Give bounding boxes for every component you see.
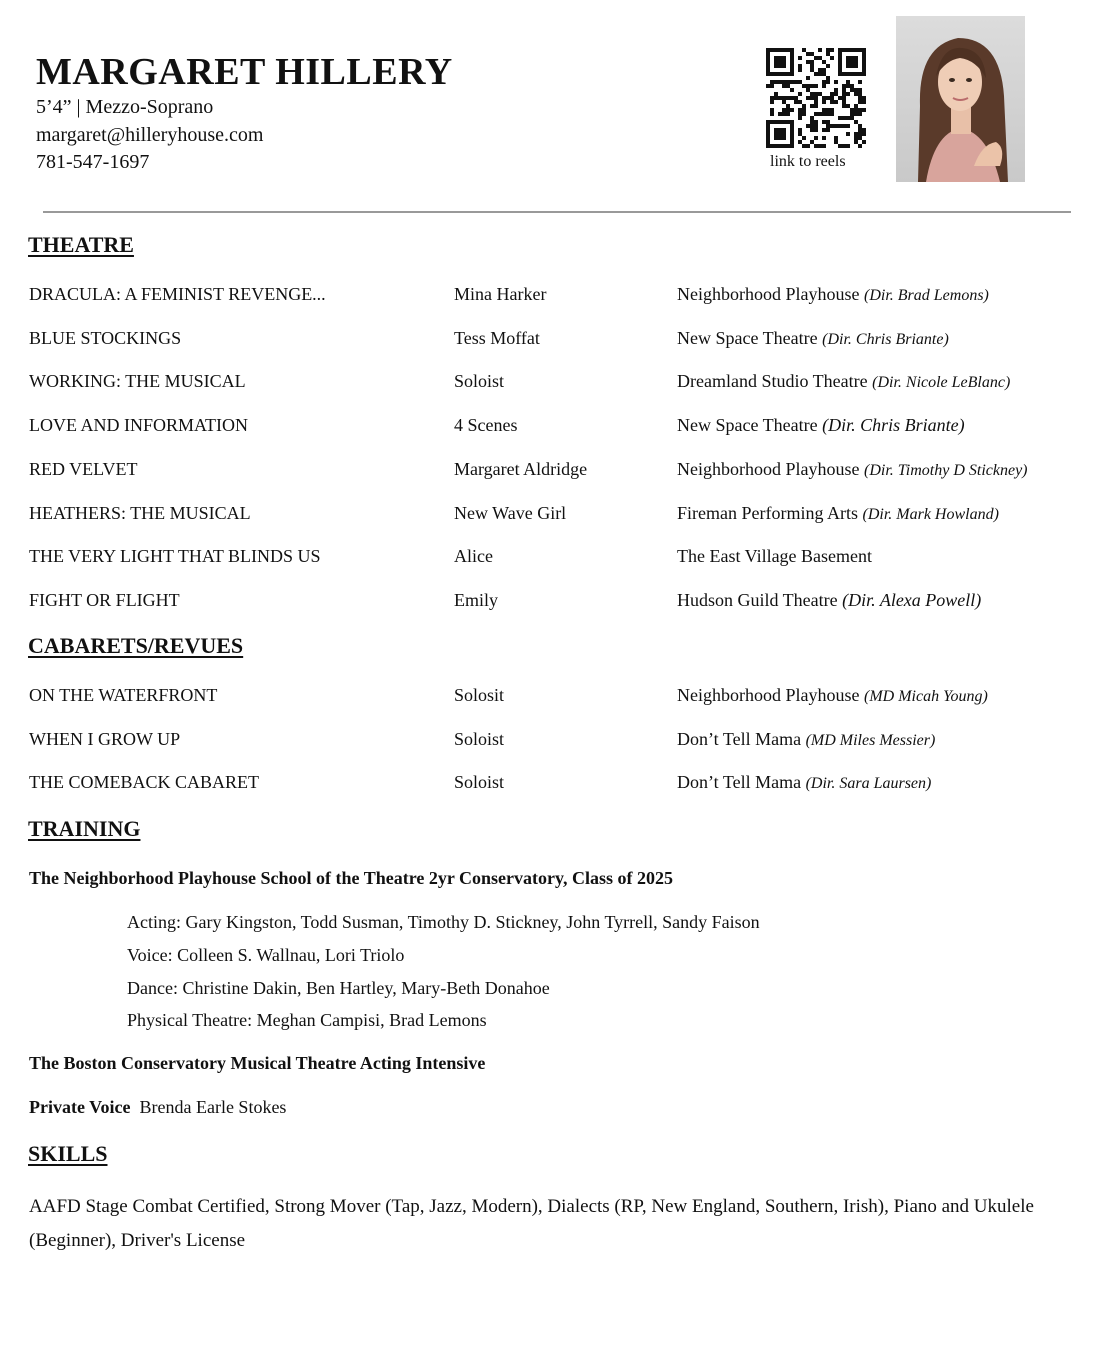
- show-title: LOVE AND INFORMATION: [29, 415, 248, 436]
- show-title: FIGHT OR FLIGHT: [29, 589, 180, 610]
- header-divider: [43, 211, 1071, 213]
- role: Margaret Aldridge: [454, 458, 588, 479]
- venue-cell: [677, 772, 931, 793]
- credit-row: [0, 546, 1112, 572]
- venue: Neighborhood Playhouse: [677, 458, 860, 479]
- director: (MD Miles Messier): [805, 731, 936, 749]
- venue: Neighborhood Playhouse: [677, 685, 860, 705]
- show-title: RED VELVET: [29, 458, 138, 479]
- director: (Dir. Nicole LeBlanc): [872, 374, 1011, 392]
- credit-row: [0, 459, 1112, 485]
- role: Tess Moffat: [454, 327, 540, 348]
- training-acting: Acting: Gary Kingston, Todd Susman, Timothy D. Stickney, John Tyrrell, Sandy Faison: [127, 912, 760, 932]
- role: Soloist: [454, 772, 505, 793]
- venue: Neighborhood Playhouse: [677, 284, 860, 304]
- director: (Dir. Chris Briante): [822, 330, 949, 348]
- show-title: THE VERY LIGHT THAT BLINDS US: [29, 546, 321, 567]
- contact-block: [36, 94, 263, 177]
- venue: New Space Theatre: [677, 327, 818, 348]
- qr-link-label[interactable]: link to reels: [770, 153, 846, 170]
- credit-row: [0, 685, 1112, 711]
- director: (Dir. Alexa Powell): [842, 589, 982, 610]
- venue-cell: [677, 685, 988, 706]
- venue: Hudson Guild Theatre: [677, 589, 838, 610]
- role: Solosit: [454, 685, 505, 705]
- credit-row: [0, 590, 1112, 616]
- section-theatre: THEATRE: [28, 232, 134, 257]
- training-dance: Dance: Christine Dakin, Ben Hartley, Mary-Beth Donahoe: [127, 978, 550, 998]
- director: (MD Micah Young): [863, 688, 988, 705]
- training-school: The Neighborhood Playhouse School of the Theatre 2yr Conservatory, Class of 2025: [29, 868, 674, 888]
- training-private-voice: [29, 1097, 286, 1118]
- venue-cell: [677, 415, 965, 436]
- venue-cell: [677, 729, 935, 750]
- show-title: HEATHERS: THE MUSICAL: [29, 502, 251, 523]
- show-title: BLUE STOCKINGS: [29, 327, 182, 348]
- director: (Dir. Mark Howland): [862, 505, 999, 523]
- training-boston: The Boston Conservatory Musical Theatre Acting Intensive: [29, 1053, 486, 1073]
- director: (Dir. Brad Lemons): [863, 287, 989, 304]
- section-cabarets: CABARETS/REVUES: [28, 633, 244, 658]
- venue-cell: [677, 546, 872, 567]
- credit-row: [0, 729, 1112, 755]
- show-title: WORKING: THE MUSICAL: [29, 371, 246, 392]
- role: Soloist: [454, 728, 505, 749]
- venue: New Space Theatre: [677, 415, 818, 436]
- role: Emily: [454, 589, 498, 610]
- role: Soloist: [454, 371, 505, 392]
- role: Mina Harker: [454, 284, 547, 304]
- private-voice-teacher: Brenda Earle Stokes: [139, 1097, 287, 1117]
- role: 4 Scenes: [454, 415, 518, 436]
- venue-cell: [677, 503, 999, 524]
- venue: The East Village Basement: [677, 546, 873, 567]
- venue: Dreamland Studio Theatre: [677, 371, 868, 392]
- role: Alice: [454, 546, 493, 567]
- venue-cell: [677, 328, 949, 349]
- headshot-photo: [896, 16, 1025, 182]
- show-title: ON THE WATERFRONT: [29, 685, 218, 705]
- show-title: DRACULA: A FEMINIST REVENGE...: [29, 284, 326, 304]
- venue-cell: [677, 459, 1028, 480]
- credit-row: [0, 328, 1112, 354]
- credit-row: [0, 415, 1112, 441]
- credit-row: [0, 284, 1112, 310]
- height-voice-type: 5’4” | Mezzo-Soprano: [36, 96, 214, 118]
- role: New Wave Girl: [454, 502, 567, 523]
- credit-row: [0, 772, 1112, 798]
- show-title: WHEN I GROW UP: [29, 728, 181, 749]
- venue-cell: [677, 590, 981, 611]
- show-title: THE COMEBACK CABARET: [29, 772, 260, 793]
- venue-cell: [677, 371, 1010, 392]
- venue: Fireman Performing Arts: [677, 502, 858, 523]
- venue: Don’t Tell Mama: [677, 728, 802, 749]
- training-voice: Voice: Colleen S. Wallnau, Lori Triolo: [127, 945, 405, 965]
- email[interactable]: margaret@hilleryhouse.com: [36, 123, 264, 146]
- section-skills: SKILLS: [28, 1141, 108, 1166]
- phone: 781-547-1697: [36, 151, 150, 173]
- venue-cell: [677, 284, 989, 305]
- director: (Dir. Chris Briante): [822, 415, 965, 436]
- venue: Don’t Tell Mama: [677, 772, 802, 793]
- section-training: TRAINING: [28, 816, 141, 841]
- credit-row: [0, 371, 1112, 397]
- credit-row: [0, 503, 1112, 529]
- qr-code-icon[interactable]: [766, 48, 866, 148]
- actor-name: MARGARET HILLERY: [36, 51, 453, 93]
- training-physical: Physical Theatre: Meghan Campisi, Brad Lemons: [127, 1010, 487, 1030]
- director: (Dir. Timothy D Stickney): [863, 461, 1028, 479]
- director: (Dir. Sara Laursen): [805, 775, 932, 793]
- private-voice-label: Private Voice: [29, 1097, 131, 1117]
- skills-text: AAFD Stage Combat Certified, Strong Mover (Tap, Jazz, Modern), Dialects (RP, New England, Southern, Irish), Piano and Ukulele (Beginner), Driver's License: [29, 1196, 1034, 1251]
